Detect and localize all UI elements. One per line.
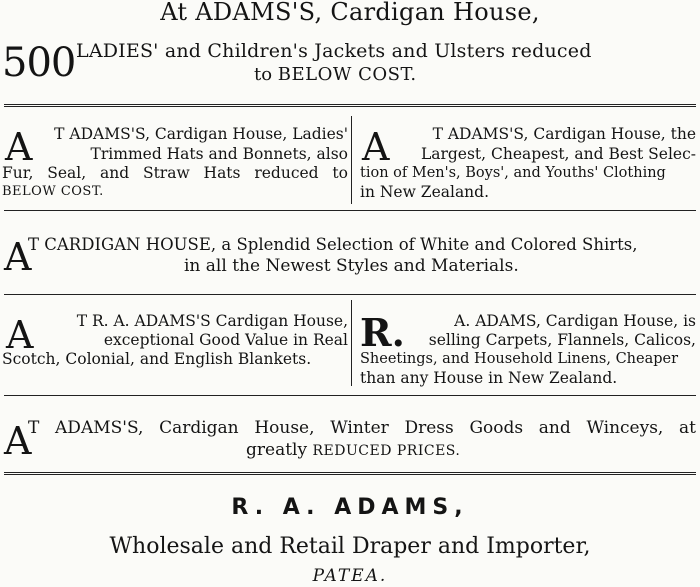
blankets-line-1: T R. A. ADAMS'S Cardigan House, [76,312,348,330]
page-title: At ADAMS'S, Cardigan House, [160,0,540,26]
blankets-line-3: Scotch, Colonial, and English Blankets. [2,350,312,368]
jackets-line-1: LADIES' and Children's Jackets and Ulsters reduced [76,40,592,62]
shirts-initial: A [4,235,32,279]
merchant-subtitle: Wholesale and Retail Draper and Importer, [109,534,591,559]
carpets-line-2: selling Carpets, Flannels, Calicos, [428,331,696,349]
shirts-line-2: in all the Newest Styles and Materials. [184,256,519,276]
jackets-line-2-emphasis: BELOW COST. [277,64,417,85]
hats-line-4: BELOW COST. [2,184,104,199]
hats-line-1: T ADAMS'S, Cardigan House, Ladies' [54,125,348,143]
clothing-line-3: tion of Men's, Boys', and Youths' Clothing [360,165,666,181]
clothing-line-1: T ADAMS'S, Cardigan House, the [432,125,696,143]
jackets-line-2 [254,64,417,85]
carpets-line-1: A. ADAMS, Cardigan House, is [454,312,696,330]
shirts-line-1: T CARDIGAN HOUSE, a Splendid Selection of White and Colored Shirts, [28,235,638,254]
divider [4,104,696,107]
jackets-line-2-prefix: to [254,64,278,85]
carpets-initial: R. [360,310,405,355]
blankets-line-2: exceptional Good Value in Real [103,331,348,349]
divider [4,472,696,475]
hats-line-3: Fur, Seal, and Straw Hats reduced to [2,164,348,182]
dress-line-1: T ADAMS'S, Cardigan House, Winter Dress Goods and Winceys, at [28,418,696,438]
dress-line-2-prefix: greatly [246,440,313,460]
column-divider [351,300,352,386]
clothing-line-2: Largest, Cheapest, and Best Selec- [420,145,696,163]
dress-line-2-emphasis: REDUCED PRICES. [312,443,461,459]
jackets-count: 500 [2,40,76,86]
divider [4,294,696,295]
carpets-line-3: Sheetings, and Household Linens, Cheaper [360,351,679,367]
divider [4,395,696,396]
clothing-line-4: in New Zealand. [360,183,490,201]
column-divider [351,116,352,204]
blankets-initial: A [6,313,34,357]
merchant-name: R. A. ADAMS, [231,495,469,520]
divider [4,210,696,211]
merchant-place: PATEA. [312,566,388,586]
dress-line-2 [246,440,460,460]
clothing-initial: A [362,125,390,169]
carpets-line-4: than any House in New Zealand. [360,369,618,387]
hats-line-2: Trimmed Hats and Bonnets, also [90,145,348,163]
dress-initial: A [4,419,32,463]
hats-initial: A [5,125,33,169]
